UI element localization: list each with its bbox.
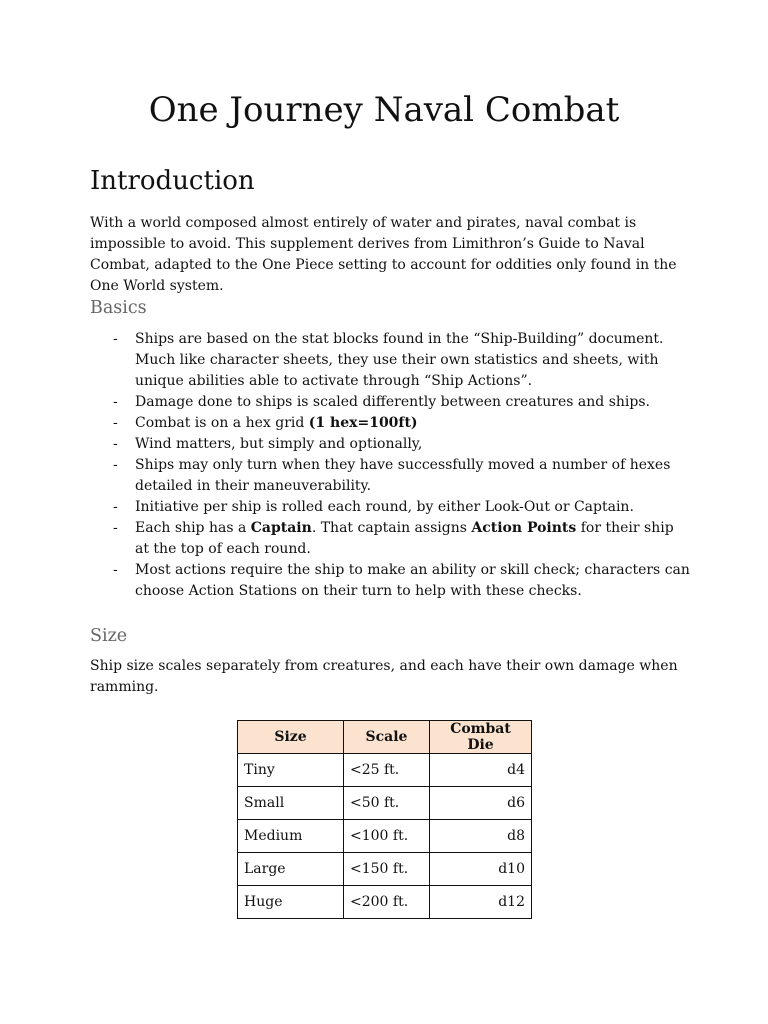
list-item-text: Most actions require the ship to make an ability or skill check; characters can choose Action Stations on their turn to help with these checks. [135,562,690,599]
table-row [238,787,532,820]
size-table-header-size: Size [238,721,344,754]
list-item-text: Ships may only turn when they have successfully moved a number of hexes detailed in their maneuverability. [135,457,671,494]
table-row [238,754,532,787]
size-table [237,720,532,919]
list-item-text: Wind matters, but simply and optionally, [135,436,423,452]
scale-cell: <150 ft. [344,853,430,886]
combat-die-cell: d8 [430,820,532,853]
introduction-paragraph: With a world composed almost entirely of water and pirates, naval combat is impossible to avoid. This supplement derives from Limithron’s Guide to Naval Combat, adapted to the One Piece setting to account for oddities only found in the One World system. [90,215,677,294]
size-cell: Large [238,853,344,886]
basics-list-item [90,497,690,518]
list-item-text: Each ship has a [135,520,251,536]
size-table-header-combat-die: Combat Die [430,721,532,754]
size-paragraph: Ship size scales separately from creatures, and each have their own damage when ramming. [90,658,678,695]
combat-die-cell: d6 [430,787,532,820]
size-cell: Medium [238,820,344,853]
bullet-dash: - [113,457,118,473]
basics-list-item [90,455,690,497]
size-table-header-row [238,721,532,754]
size-heading: Size [90,626,128,646]
size-cell: Tiny [238,754,344,787]
combat-die-cell: d12 [430,886,532,919]
basics-list-item [90,392,690,413]
basics-list-item [90,434,690,455]
scale-cell: <200 ft. [344,886,430,919]
combat-die-cell: d4 [430,754,532,787]
bullet-dash: - [113,520,118,536]
list-item-text: Combat is on a hex grid [135,415,309,431]
list-item-text: Ships are based on the stat blocks found in the “Ship-Building” document. Much like character sheets, they use their own statistics and sheets, with unique abilities able to activate through “Ship Actions”. [135,331,664,389]
size-table-header-scale: Scale [344,721,430,754]
bullet-dash: - [113,562,118,578]
basics-list-item [90,329,690,392]
basics-list [90,329,690,602]
list-item-text: for their ship at the top of each round. [135,520,674,557]
bullet-dash: - [113,331,118,347]
bullet-dash: - [113,436,118,452]
scale-cell: <25 ft. [344,754,430,787]
table-row [238,886,532,919]
scale-cell: <50 ft. [344,787,430,820]
basics-list-item [90,560,690,602]
bullet-dash: - [113,415,118,431]
size-cell: Small [238,787,344,820]
basics-list-item [90,413,690,434]
list-item-text: Damage done to ships is scaled differently between creatures and ships. [135,394,650,410]
document-title: One Journey Naval Combat [148,90,620,130]
basics-list-item [90,518,690,560]
bold-text: Captain [250,520,312,536]
table-row [238,853,532,886]
basics-heading: Basics [90,298,147,318]
bold-text: Action Points [471,520,577,536]
list-item-text: . That captain assigns [311,520,472,536]
list-item-text: Initiative per ship is rolled each round, by either Look-Out or Captain. [135,499,634,515]
size-cell: Huge [238,886,344,919]
scale-cell: <100 ft. [344,820,430,853]
bullet-dash: - [113,499,118,515]
combat-die-cell: d10 [430,853,532,886]
table-row [238,820,532,853]
bold-text: (1 hex=100ft) [308,415,418,431]
bullet-dash: - [113,394,118,410]
introduction-heading: Introduction [90,166,255,196]
